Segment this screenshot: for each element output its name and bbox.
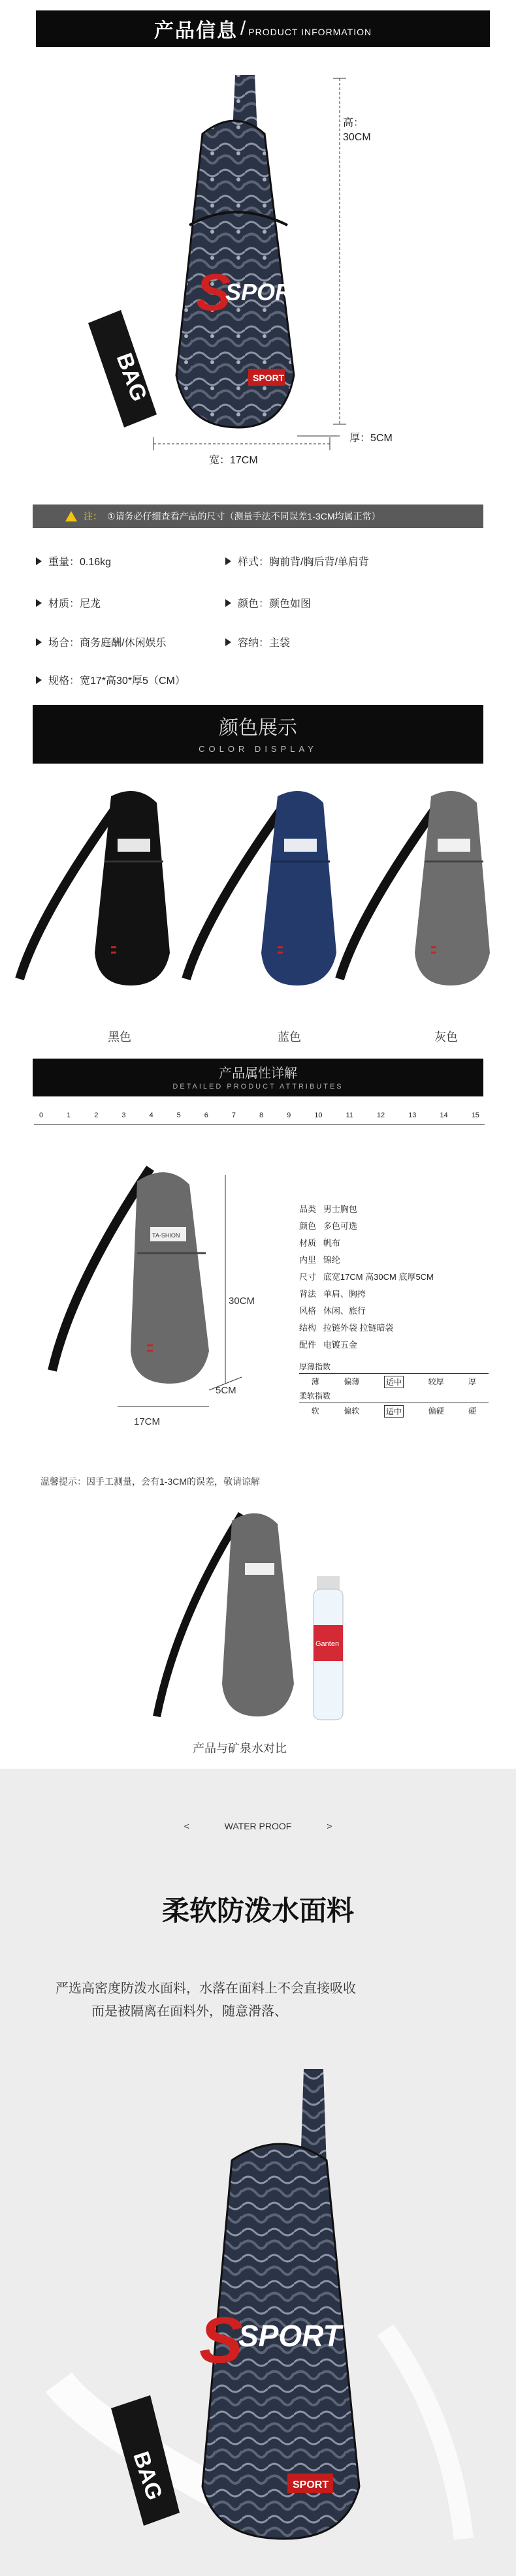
sport-logo-2: SPORT (238, 2319, 342, 2353)
spec-capacity: 容纳：主袋 (225, 634, 290, 649)
sport-logo: SPORT (225, 279, 306, 305)
color-name-black: 黑色 (108, 1031, 131, 1044)
spec-size: 规格：宽17*高30*厚5（CM） (36, 672, 185, 687)
color-display-banner (33, 705, 483, 764)
attr-row: 品类 男士胸包 (299, 1204, 357, 1214)
attr-banner-en: DETAILED PRODUCT ATTRIBUTES (172, 1083, 344, 1091)
color-banner-cn: 颜色展示 (219, 717, 297, 739)
color-name-blue: 蓝色 (278, 1031, 301, 1044)
attr-row: 内里 锦纶 (299, 1255, 340, 1265)
strap-text-2: BAG (128, 2448, 167, 2504)
measurement-notice (33, 504, 483, 528)
waterproof-desc-1: 严选高密度防泼水面料，水落在面料上不会直接吸收 (56, 1981, 356, 1996)
attr-banner-cn: 产品属性详解 (219, 1066, 297, 1081)
spec-color: 颜色：颜色如图 (225, 595, 311, 610)
bag-tag: TA-SHION (152, 1232, 180, 1239)
waterproof-bag-image (33, 2017, 483, 2571)
waterproof-en: WATER PROOF (224, 1821, 292, 1831)
blue-bag (186, 791, 336, 985)
detail-width: 17CM (134, 1416, 161, 1427)
detail-height: 30CM (229, 1296, 255, 1307)
thickness-dimension: 厚：5CM (349, 433, 393, 444)
waterproof-section (0, 1769, 516, 2576)
spec-weight: 重量：0.16kg (36, 553, 111, 568)
notice-label: 注： (84, 511, 102, 521)
thickness-index: 厚薄指数 薄 偏薄 适中 较厚 厚 (299, 1361, 489, 1388)
width-dimension: 宽：17CM (209, 455, 258, 466)
attr-row: 结构 拉链外袋 拉链暗袋 (299, 1323, 394, 1333)
black-bag (20, 791, 170, 985)
detail-bag-image (39, 1155, 287, 1429)
color-variants (0, 783, 516, 1018)
strap-text: BAG (111, 349, 152, 405)
header-slash: / (240, 18, 246, 39)
product-info-header (36, 10, 490, 47)
attr-row: 颜色 多色可选 (299, 1221, 357, 1231)
attributes-banner (33, 1059, 483, 1096)
spec-style: 样式：胸前背/胸后背/单肩背 (225, 553, 369, 568)
sport-logo-s-2: S (199, 2304, 243, 2377)
detail-depth: 5CM (216, 1385, 236, 1396)
waterproof-en-row (0, 1821, 516, 1831)
color-name-gray: 灰色 (434, 1031, 458, 1044)
attribute-list (299, 1201, 495, 1354)
comparison-caption: 产品与矿泉水对比 (193, 1742, 287, 1755)
attr-row: 尺寸 底宽17CM 高30CM 底厚5CM (299, 1272, 434, 1282)
spec-material: 材质：尼龙 (36, 595, 101, 610)
waterproof-desc-2: 而是被隔离在面料外，随意滑落、 (91, 2004, 287, 2019)
height-dimension: 高： 30CM (343, 117, 371, 143)
header-title-cn: 产品信息 (153, 20, 238, 42)
spec-occasion: 场合：商务庭酬/休闲娱乐 (36, 634, 166, 649)
prev-arrow[interactable]: < (184, 1821, 189, 1831)
attr-row: 材质 帆布 (299, 1238, 340, 1248)
color-banner-en: COLOR DISPLAY (199, 744, 317, 754)
softness-index: 柔软指数 软 偏软 适中 偏硬 硬 (299, 1390, 489, 1418)
attr-row: 背法 单肩、胸挎 (299, 1289, 366, 1299)
notice-text: ①请务必仔细查看产品的尺寸（测量手法不同误差1-3CM均属正常） (107, 511, 381, 521)
measurement-tip: 温馨提示：因手工测量，会有1-3CM的误差，敬请谅解 (40, 1476, 261, 1487)
sport-badge-2: SPORT (293, 2479, 329, 2491)
dimension-lines (0, 52, 516, 483)
sport-logo-s: S (196, 263, 231, 321)
bottle-comparison-image (150, 1501, 379, 1762)
gray-bag (340, 791, 490, 985)
next-arrow[interactable]: > (327, 1821, 332, 1831)
measuring-ruler: 0 1 2 3 4 5 6 7 8 9 10 11 12 13 14 15 (34, 1110, 485, 1125)
bottle-label: Ganten (315, 1640, 340, 1648)
sport-badge: SPORT (253, 373, 285, 383)
warning-icon (65, 511, 77, 521)
attr-row: 配件 电镀五金 (299, 1340, 357, 1350)
header-title-en: PRODUCT INFORMATION (248, 27, 372, 37)
attr-row: 风格 休闲、旅行 (299, 1306, 366, 1316)
waterproof-title: 柔软防泼水面料 (161, 1895, 354, 1926)
